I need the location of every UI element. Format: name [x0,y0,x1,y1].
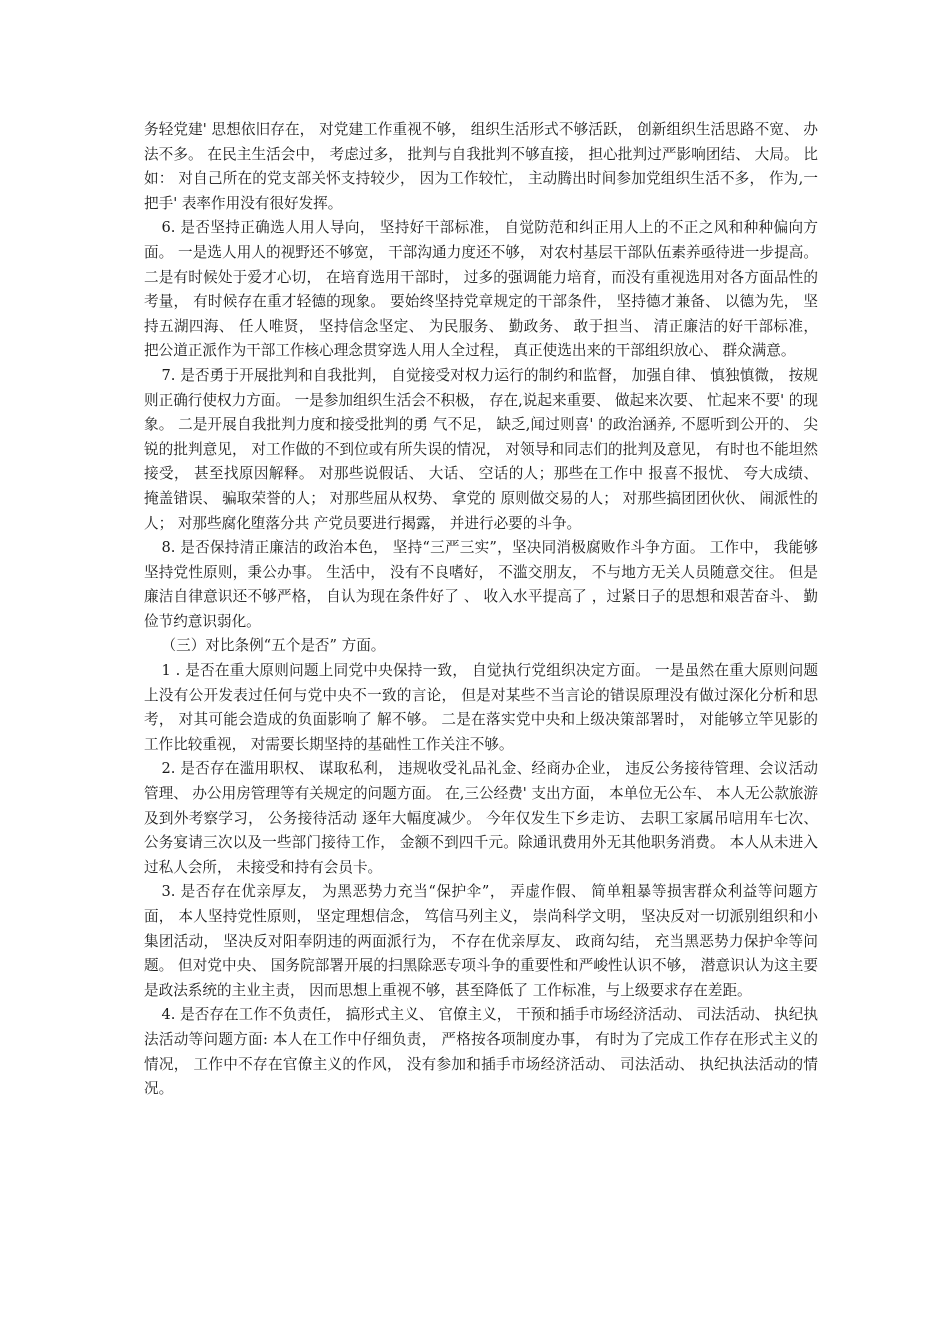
paragraph-five-item-2: 2. 是否存在滥用职权、 谋取私利， 违规收受礼品礼金、经商办企业， 违反公务接待管理、会议活动管理、 办公用房管理等有关规定的问题方面。 在,三公经费' 支出方面， 本单位无公车、 本人无公款旅游及到外考察学习， 公务接待活动 逐年大幅度减少。 今年仅发生下乡走访、 去职工家属吊唁用车七次、 公务宴请三次以及一些部门接待工作， 金额不到四千元。除通讯费用外无其他职务消费。 本人从未进入过私人会所， 未接受和持有会员卡。 [144,760,818,876]
paragraph-five-item-4: 4. 是否存在工作不负责任， 搞形式主义、 官僚主义， 干预和插手市场经济活动、 司法活动、 执纪执法活动等问题方面: 本人在工作中仔细负责， 严格按各项制度办事， 有时为了完成工作存在形式主义的情况， 工作中不存在官僚主义的作风， 没有参加和插手市场经济活动、 司法活动、 执纪执法活动的情况。 [144,1006,818,1098]
paragraph-continued: 务轻党建' 思想依旧存在， 对党建工作重视不够， 组织生活形式不够活跃， 创新组织生活思路不宽、 办法不多。 在民主生活会中， 考虑过多， 批判与自我批判不够直接， 担心批判过严影响团结、 大局。 比如： 对自己所在的党支部关怀支持较少， 因为工作较忙， 主动腾出时间参加党组织生活不多， 作为,一把手' 表率作用没有很好发挥。 [144,121,818,212]
paragraph-five-item-3: 3. 是否存在优亲厚友， 为黑恶势力充当“保护伞”， 弄虚作假、 简单粗暴等损害群众利益等问题方面， 本人坚持党性原则， 坚定理想信念， 笃信马列主义， 崇尚科学文明， 坚决反对一切派别组织和小集团活动， 坚决反对阳奉阴违的两面派行为， 不存在优亲厚友、 政商勾结， 充当黑恶势力保护伞等问题。 但对党中央、 国务院部署开展的扫黑除恶专项斗争的重要性和严峻性认识不够， 潜意识认为这主要是政法系统的主业主责， 因而思想上重视不够，甚至降低了 工作标准，与上级要求存在差距。 [144,883,818,999]
section-heading-three: （三）对比条例“五个是否” 方面。 [161,637,386,655]
paragraph-item-6: 6. 是否坚持正确选人用人导向， 坚持好干部标准， 自觉防范和纠正用人上的不正之风和种种偏向方面。 一是选人用人的视野还不够宽， 干部沟通力度还不够， 对农村基层干部队伍素养亟待进一步提高。 二是有时候处于爱才心切， 在培育选用干部时， 过多的强调能力培育，而没有重视选用对各方面品性的考量， 有时候存在重才轻德的现象。 要始终坚持党章规定的干部条件， 坚持德才兼备、 以德为先， 坚持五湖四海、 任人唯贤， 坚持信念坚定、 为民服务、 勤政务、 敢于担当、 清正廉洁的好干部标准， 把公道正派作为干部工作核心理念贯穿选人用人全过程， 真正使选出来的干部组织放心、 群众满意。 [144,219,818,360]
paragraph-item-8: 8. 是否保持清正廉洁的政治本色， 坚持“三严三实”，坚决同消极腐败作斗争方面。 工作中， 我能够坚持党性原则，秉公办事。 生活中， 没有不良嗜好， 不滥交朋友， 不与地方无关人员随意交往。 但是廉洁自律意识还不够严格， 自认为现在条件好了 、 收入水平提高了 ，过紧日子的思想和艰苦奋斗、 勤俭节约意识弱化。 [144,539,818,630]
paragraph-item-7: 7. 是否勇于开展批判和自我批判， 自觉接受对权力运行的制约和监督， 加强自律、 慎独慎微， 按规则正确行使权力方面。 一是参加组织生活会不积极， 存在,说起来重要、 做起来次要、 忙起来不要' 的现象。 二是开展自我批判力度和接受批判的勇 气不足， 缺乏,闻过则喜' 的政治涵养, 不愿听到公开的、 尖锐的批判意见， 对工作做的不到位或有所失误的情况， 对领导和同志们的批判及意见， 有时也不能坦然接受， 甚至找原因解释。 对那些说假话、 大话、 空话的人；那些在工作中 报喜不报忧、 夸大成绩、 掩盖错误、 骗取荣誉的人； 对那些屈从权势、 拿党的 原则做交易的人； 对那些搞团团伙伙、 闹派性的人； 对那些腐化堕落分共 产党员要进行揭露， 并进行必要的斗争。 [144,366,818,532]
paragraph-five-item-1: 1 . 是否在重大原则问题上同党中央保持一致， 自觉执行党组织决定方面。 一是虽然在重大原则问题上没有公开发表过任何与党中央不一致的言论， 但是对某些不当言论的错误原理没有做过深化分析和思考， 对其可能会造成的负面影响了 解不够。 二是在落实党中央和上级决策部署时， 对能够立竿见影的工作比较重视， 对需要长期坚持的基础性工作关注不够。 [144,662,818,753]
document-body [144,118,818,1102]
